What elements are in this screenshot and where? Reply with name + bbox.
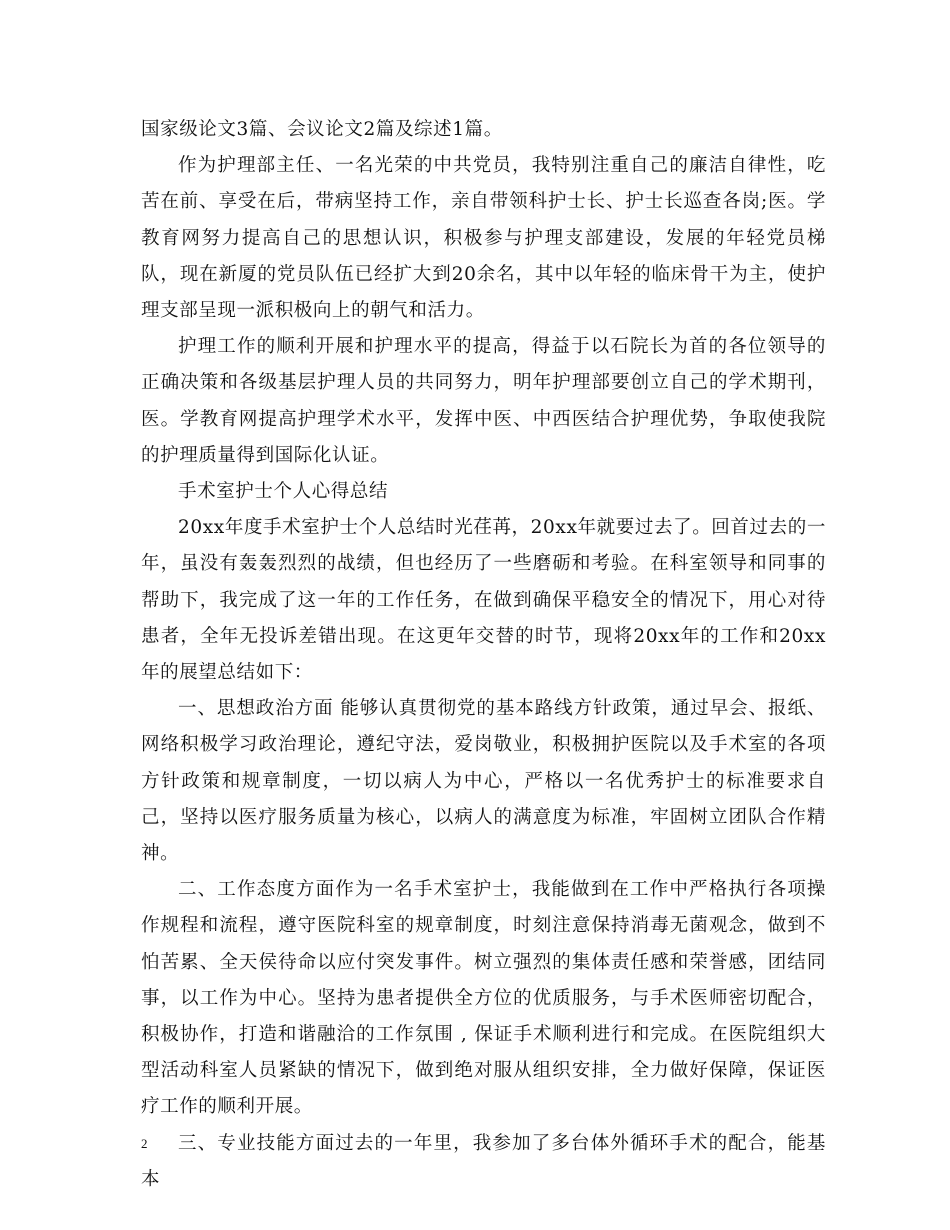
page-number: 2 [141, 1136, 148, 1151]
paragraph-5: 一、思想政治方面 能够认真贯彻党的基本路线方针政策，通过早会、报纸、网络积极学习政治理论，遵纪守法，爱岗敬业，积极拥护医院以及手术室的各项方针政策和规章制度，一切以病人为中心，严格以一名优秀护士的标准要求自己，坚持以医疗服务质量为核心，以病人的满意度为标准，牢固树立团队合作精神。 [141, 698, 826, 865]
paragraph-6: 二、工作态度方面作为一名手术室护士，我能做到在工作中严格执行各项操作规程和流程，遵守医院科室的规章制度，时刻注意保持消毒无菌观念，做到不怕苦累、全天侯待命以应付突发事件。树立强烈的集体责任感和荣誉感，团结同事，以工作为中心。坚持为患者提供全方位的优质服务，与手术医师密切配合，积极协作，打造和谐融洽的工作氛围 , 保证手术顺利进行和完成。在医院组织大型活动科室人员紧缺的情况下，做到绝对服从组织安排，全力做好保障，保证医疗工作的顺利开展。 [141, 879, 826, 1118]
paragraph-3: 护理工作的顺利开展和护理水平的提高，得益于以石院长为首的各位领导的正确决策和各级基层护理人员的共同努力，明年护理部要创立自己的学术期刊，医。学教育网提高护理学术水平，发挥中医、中西医结合护理优势，争取使我院的护理质量得到国际化认证。 [141, 336, 826, 466]
paragraph-7: 三、专业技能方面过去的一年里，我参加了多台体外循环手术的配合，能基本 [141, 1132, 826, 1190]
paragraph-2: 作为护理部主任、一名光荣的中共党员，我特别注重自己的廉洁自律性，吃苦在前、享受在后，带病坚持工作，亲自带领科护士长、护士长巡查各岗;医。学教育网努力提高自己的思想认识，积极参与护理支部建设，发展的年轻党员梯队，现在新厦的党员队伍已经扩大到20余名，其中以年轻的临床骨干为主，使护理支部呈现一派积极向上的朝气和活力。 [141, 155, 826, 322]
paragraph-4: 20xx年度手术室护士个人总结时光荏苒，20xx年就要过去了。回首过去的一年，虽没有轰轰烈烈的战绩，但也经历了一些磨砺和考验。在科室领导和同事的帮助下，我完成了这一年的工作任务，在做到确保平稳安全的情况下，用心对待患者，全年无投诉差错出现。在这更年交替的时节，现将20xx年的工作和20xx年的展望总结如下： [141, 517, 826, 684]
paragraph-1: 国家级论文3篇、会议论文2篇及综述1篇。 [141, 119, 503, 140]
section-title: 手术室护士个人心得总结 [178, 481, 389, 503]
document-body [141, 112, 826, 1198]
